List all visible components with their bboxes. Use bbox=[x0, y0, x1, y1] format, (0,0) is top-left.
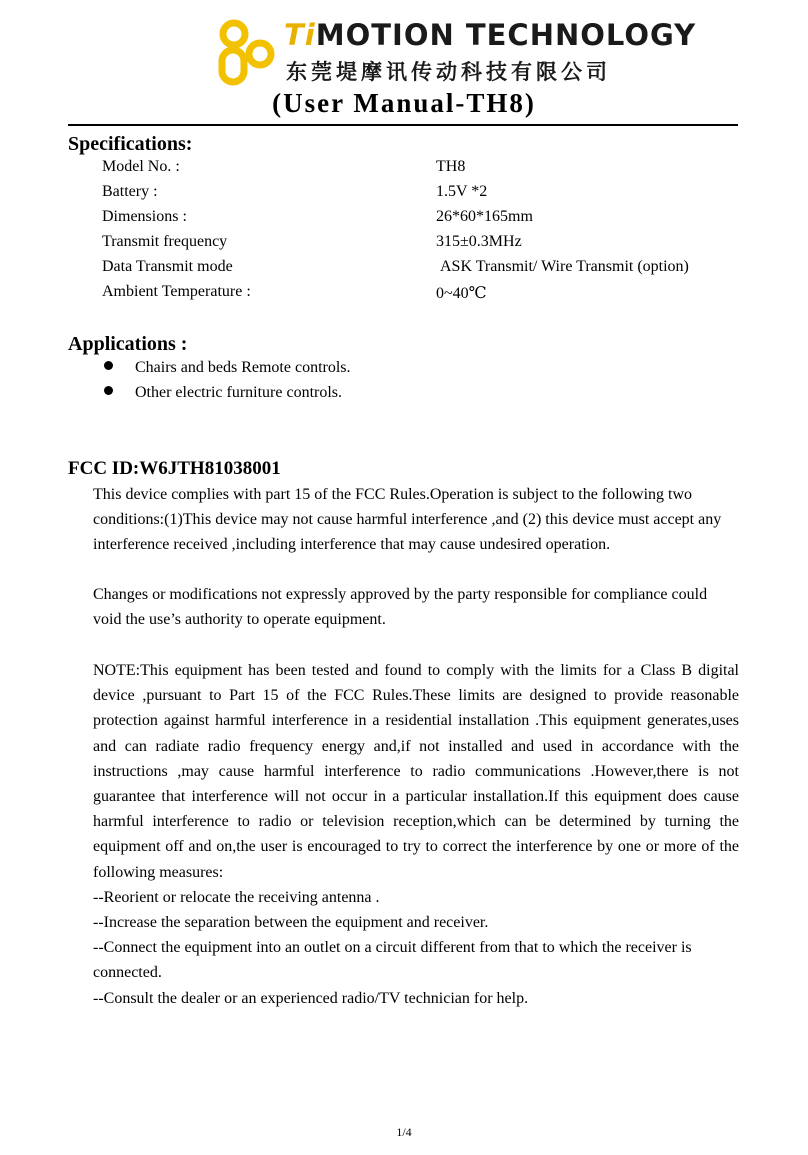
spec-row bbox=[102, 208, 533, 226]
specifications-heading: Specifications: bbox=[68, 133, 193, 155]
spec-value: 26*60*165mm bbox=[436, 208, 533, 225]
list-item bbox=[104, 359, 351, 377]
measure-item: --Consult the dealer or an experienced radio/TV technician for help. bbox=[93, 989, 529, 1007]
fcc-statement bbox=[93, 482, 739, 558]
spec-value: 0~40℃ bbox=[436, 285, 487, 302]
list-item bbox=[104, 384, 342, 402]
brand-name-chinese: 东莞堤摩讯传动科技有限公司 bbox=[286, 60, 611, 84]
timotion-logo-icon bbox=[210, 14, 280, 86]
page-number: 1/4 bbox=[396, 1125, 412, 1139]
measure-item: --Reorient or relocate the receiving antenna . bbox=[93, 888, 380, 906]
modification-warning bbox=[93, 582, 739, 632]
spec-value: 315±0.3MHz bbox=[436, 233, 522, 250]
spec-label: Dimensions : bbox=[102, 208, 187, 225]
spec-value: ASK Transmit/ Wire Transmit (option) bbox=[440, 258, 689, 275]
manual-title: (User Manual-TH8) bbox=[272, 88, 536, 118]
spec-row bbox=[102, 158, 466, 176]
fcc-note bbox=[93, 658, 739, 1011]
fcc-id-heading: FCC ID:W6JTH81038001 bbox=[68, 458, 281, 479]
spec-label: Data Transmit mode bbox=[102, 258, 233, 275]
title-divider bbox=[68, 124, 738, 126]
spec-label: Transmit frequency bbox=[102, 233, 228, 250]
spec-row bbox=[102, 233, 522, 251]
measure-item: --Connect the equipment into an outlet on a circuit different from that to which the receiver is connected. bbox=[93, 939, 692, 982]
company-logo bbox=[210, 14, 697, 86]
brand-name-english bbox=[284, 18, 696, 52]
brand-prefix: Ti bbox=[284, 18, 316, 52]
list-item-text: Other electric furniture controls. bbox=[135, 384, 343, 401]
applications-heading: Applications : bbox=[68, 333, 188, 355]
spec-row bbox=[102, 183, 488, 201]
bullet-icon bbox=[104, 386, 113, 395]
measure-item: --Increase the separation between the equipment and receiver. bbox=[93, 914, 489, 932]
note-paragraph: NOTE:This equipment has been tested and found to comply with the limits for a Class B digital device ,pursuant to Part 15 of the FCC Rules.These limits are designed to provide reasonable protection against harmful interference in a residential installation .This equipment generates,uses and can radiate radio frequency energy and,if not installed and used in accordance with the instructions ,may cause harmful interference to radio communications .However,there is not guarantee that interference will not occur in a particular installation.If this equipment does cause harmful interference to radio or television reception,which can be determined by turning the equipment off and on,the user is encouraged to try to correct the interference by one or more of the following measures: bbox=[93, 662, 739, 881]
list-item-text: Chairs and beds Remote controls. bbox=[135, 359, 351, 376]
spec-label: Battery : bbox=[102, 183, 158, 200]
spec-row bbox=[102, 283, 487, 302]
bullet-icon bbox=[104, 361, 113, 370]
spec-label: Model No. : bbox=[102, 158, 180, 175]
spec-value: 1.5V *2 bbox=[436, 183, 488, 200]
brand-rest: MOTION TECHNOLOGY bbox=[315, 18, 697, 52]
fcc-paragraph: Changes or modifications not expressly approved by the party responsible for compliance could void the use’s authority to operate equipment. bbox=[93, 586, 708, 629]
fcc-paragraph: This device complies with part 15 of the FCC Rules.Operation is subject to the following two conditions:(1)This device may not cause harmful interference ,and (2) this device must accept any interference received ,including interference that may cause undesired operation. bbox=[93, 486, 722, 554]
spec-value: TH8 bbox=[436, 158, 466, 175]
spec-label: Ambient Temperature : bbox=[102, 283, 251, 300]
spec-row bbox=[102, 258, 689, 276]
